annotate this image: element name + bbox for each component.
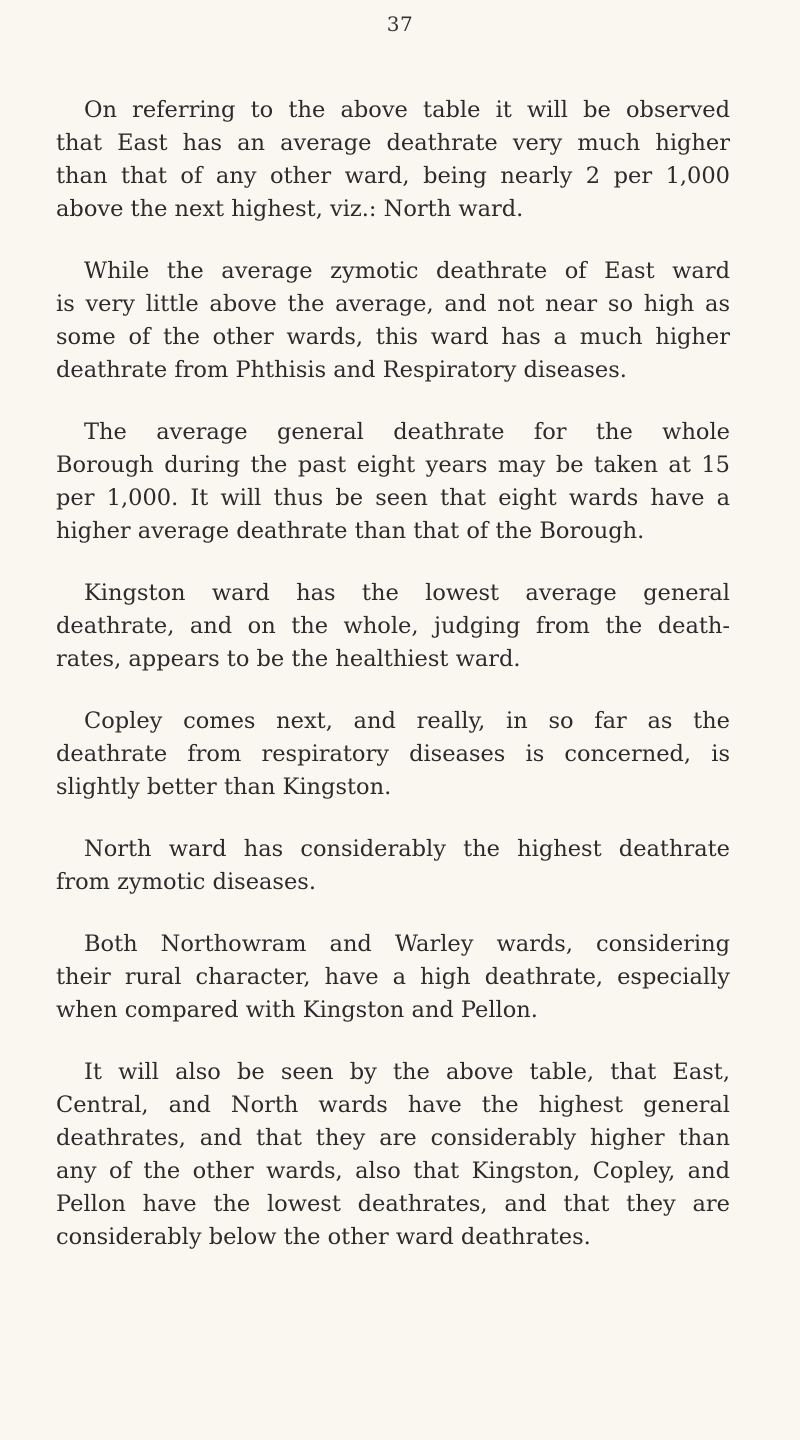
- text-line: slightly better than Kingston.: [56, 774, 392, 800]
- text-line: Central, and North wards have the highest general: [56, 1092, 730, 1118]
- text-line: any of the other wards, also that Kingston, Copley, and: [56, 1158, 730, 1184]
- text-line: considerably below the other ward deathrates.: [56, 1224, 591, 1250]
- text-line: above the next highest, viz.: North ward.: [56, 196, 524, 222]
- text-line: While the average zymotic deathrate of East ward: [84, 258, 730, 284]
- text-line: deathrate from Phthisis and Respiratory diseases.: [56, 357, 627, 383]
- text-line: their rural character, have a high deathrate, especially: [56, 964, 730, 990]
- text-line: Copley comes next, and really, in so far as the: [84, 708, 730, 734]
- text-line: from zymotic diseases.: [56, 869, 316, 895]
- text-line: deathrate, and on the whole, judging from the death-: [56, 613, 730, 639]
- paragraph-2: [56, 255, 730, 387]
- text-line: rates, appears to be the healthiest ward.: [56, 646, 521, 672]
- text-line: some of the other wards, this ward has a much higher: [56, 324, 730, 350]
- paragraph-6: [56, 833, 730, 899]
- text-line: On referring to the above table it will be observed: [84, 97, 730, 123]
- text-line: Borough during the past eight years may be taken at 15: [56, 452, 730, 478]
- text-line: per 1,000. It will thus be seen that eight wards have a: [56, 485, 730, 511]
- text-line: deathrate from respiratory diseases is concerned, is: [56, 741, 730, 767]
- paragraph-3: [56, 416, 730, 548]
- body-text: [56, 94, 730, 1283]
- text-line: Both Northowram and Warley wards, considering: [84, 931, 730, 957]
- text-line: Pellon have the lowest deathrates, and that they are: [56, 1191, 730, 1217]
- paragraph-5: [56, 705, 730, 804]
- text-line: Kingston ward has the lowest average general: [84, 580, 730, 606]
- paragraph-4: [56, 577, 730, 676]
- text-line: It will also be seen by the above table, that East,: [84, 1059, 730, 1085]
- text-line: North ward has considerably the highest deathrate: [84, 836, 730, 862]
- paragraph-1: [56, 94, 730, 226]
- text-line: deathrates, and that they are considerably higher than: [56, 1125, 730, 1151]
- text-line: is very little above the average, and not near so high as: [56, 291, 730, 317]
- paragraph-8: [56, 1056, 730, 1254]
- text-line: that East has an average deathrate very much higher: [56, 130, 730, 156]
- text-line: The average general deathrate for the whole: [84, 419, 730, 445]
- text-line: when compared with Kingston and Pellon.: [56, 997, 538, 1023]
- text-line: than that of any other ward, being nearly 2 per 1,000: [56, 163, 730, 189]
- page-number: 37: [386, 12, 414, 36]
- text-line: higher average deathrate than that of the Borough.: [56, 518, 645, 544]
- paragraph-7: [56, 928, 730, 1027]
